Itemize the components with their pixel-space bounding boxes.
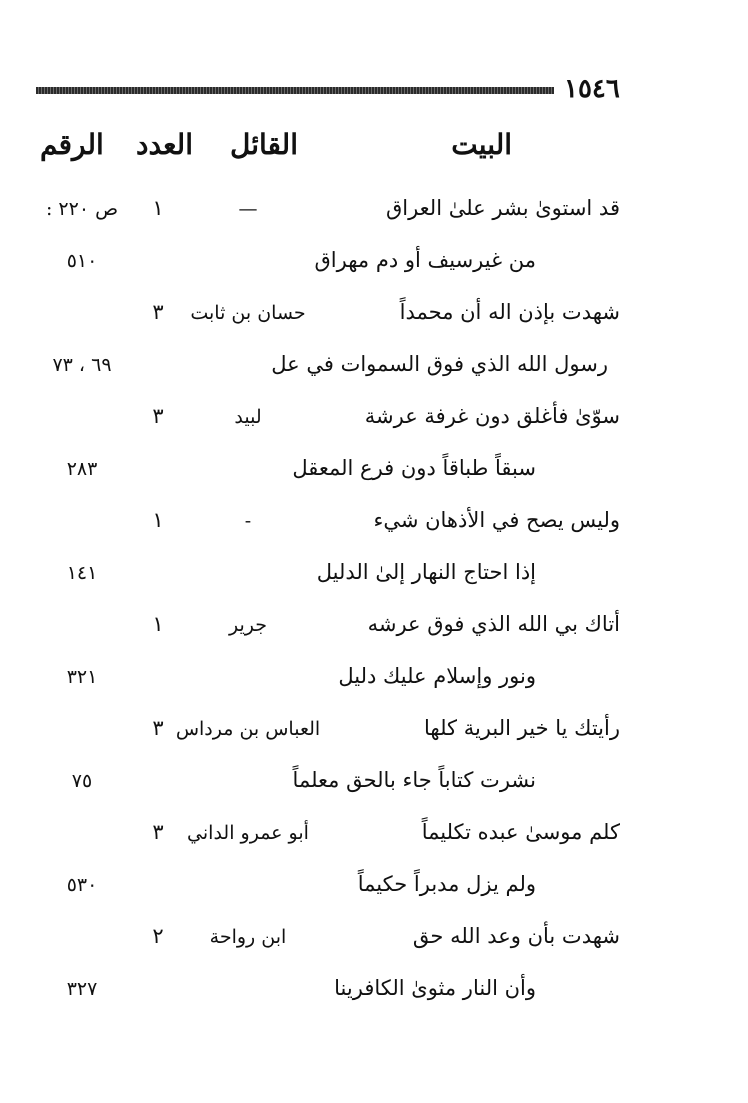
verse-text: نشرت كتاباً جاء بالحق معلماً	[292, 768, 536, 792]
sayer-name: لبيد	[234, 406, 262, 428]
table-row	[0, 234, 748, 286]
sayer-name: ابن رواحة	[209, 926, 287, 948]
verse-text: من غيرسيف أو دم مهراق	[314, 248, 536, 272]
reference-number: ١٤١	[66, 562, 98, 584]
table-row	[0, 546, 748, 598]
column-header-count: العدد	[136, 128, 193, 161]
verse-count: ٣	[152, 404, 164, 428]
verse-text: شهدت بإذن اله أن محمداً	[399, 300, 620, 324]
sayer-name: العباس بن مرداس	[175, 718, 321, 740]
column-header-verse: البيت	[451, 128, 512, 161]
sayer-name: حسان بن ثابت	[190, 302, 306, 324]
sayer-name: —	[238, 198, 258, 220]
sayer-name: جرير	[229, 614, 267, 636]
verse-count: ٣	[152, 716, 164, 740]
table-row	[0, 858, 748, 910]
verse-text: ونور وإسلام عليك دليل	[338, 664, 536, 688]
verse-text: سبقاً طباقاً دون فرع المعقل	[292, 456, 536, 480]
verse-text: قد استوىٰ بشر علىٰ العراق	[385, 196, 620, 220]
verse-text: أتاك بي الله الذي فوق عرشه	[367, 612, 620, 636]
page-number: ١٥٤٦	[564, 74, 620, 104]
reference-number: ٦٩ ، ٧٣	[52, 354, 112, 376]
verse-count: ١	[152, 612, 164, 636]
sayer-name: -	[244, 510, 252, 532]
sayer-name: أبو عمرو الداني	[187, 822, 309, 844]
verse-text: إذا احتاج النهار إلىٰ الدليل	[316, 560, 536, 584]
verse-count: ٣	[152, 300, 164, 324]
reference-number: ٢٨٣	[66, 458, 98, 480]
verse-text: شهدت بأن وعد الله حق	[412, 924, 620, 948]
table-row	[0, 754, 748, 806]
table-row	[0, 910, 748, 962]
column-header-sayer: القائل	[229, 128, 298, 161]
verse-text: سوّىٰ فأغلق دون غرفة عرشة	[364, 404, 620, 428]
reference-number: ٣٢١	[66, 666, 98, 688]
table-row	[0, 702, 748, 754]
table-row	[0, 338, 748, 390]
header-rule	[36, 87, 554, 94]
verse-count: ١	[152, 196, 164, 220]
table-row	[0, 494, 748, 546]
table-row	[0, 182, 748, 234]
verse-count: ٣	[152, 820, 164, 844]
table-row	[0, 286, 748, 338]
verse-text: ولم يزل مدبراً حكيماً	[357, 872, 536, 896]
table-row	[0, 962, 748, 1014]
reference-number: ص ٢٢٠ :	[45, 198, 119, 220]
reference-number: ٥٣٠	[66, 874, 98, 896]
table-row	[0, 390, 748, 442]
reference-number: ٧٥	[71, 770, 93, 792]
table-row	[0, 598, 748, 650]
verse-count: ٢	[152, 924, 164, 948]
reference-number: ٣٢٧	[66, 978, 98, 1000]
table-row	[0, 650, 748, 702]
column-header-ref: الرقم	[40, 128, 104, 161]
verse-text: وليس يصح في الأذهان شيء	[373, 508, 620, 532]
verse-text: رسول الله الذي فوق السموات في عل	[271, 352, 608, 376]
verse-count: ١	[152, 508, 164, 532]
table-row	[0, 442, 748, 494]
verse-text: رأيتك يا خير البرية كلها	[424, 716, 620, 740]
verse-text: كلم موسىٰ عبده تكليماً	[421, 820, 620, 844]
verse-text: وأن النار مثوىٰ الكافرينا	[334, 976, 536, 1000]
table-row	[0, 806, 748, 858]
reference-number: ٥١٠	[66, 250, 98, 272]
